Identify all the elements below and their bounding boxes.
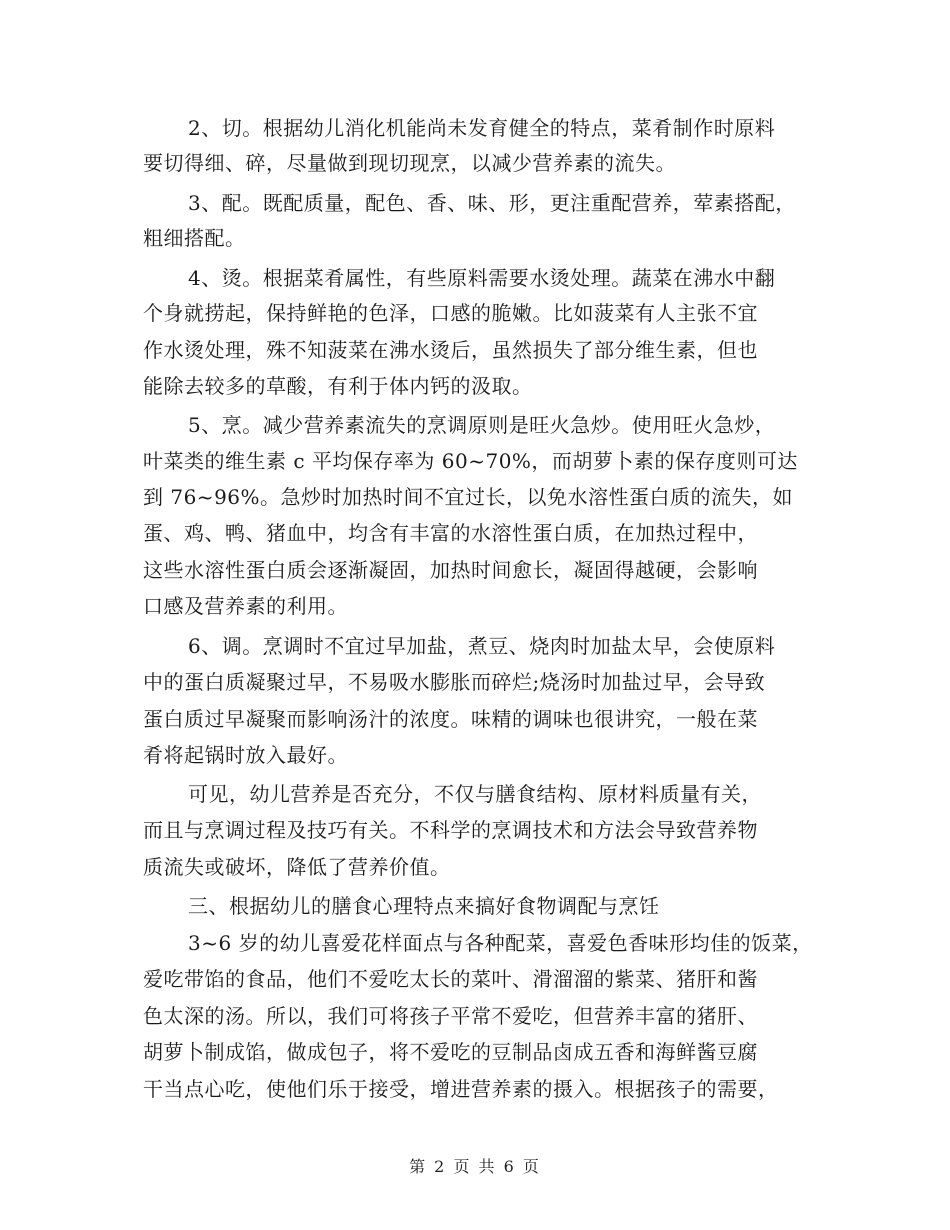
paragraph-line: 蛋、鸡、鸭、猪血中，均含有丰富的水溶性蛋白质，在加热过程中， bbox=[143, 521, 758, 545]
paragraph-line: 色太深的汤。所以，我们可将孩子平常不爱吃，但营养丰富的猪肝、 bbox=[143, 1004, 758, 1028]
paragraph-line: 叶菜类的维生素 c 平均保存率为 60~70%，而胡萝卜素的保存度则可达 bbox=[143, 449, 798, 473]
paragraph-line: 胡萝卜制成馅，做成包子，将不爱吃的豆制品卤成五香和海鲜酱豆腐 bbox=[143, 1040, 758, 1064]
paragraph-line: 中的蛋白质凝聚过早，不易吸水膨胀而碎烂;烧汤时加盐过早，会导致 bbox=[143, 670, 766, 694]
paragraph-line: 4、烫。根据菜肴属性，有些原料需要水烫处理。蔬菜在沸水中翻 bbox=[188, 266, 776, 290]
paragraph-line: 能除去较多的草酸，有利于体内钙的汲取。 bbox=[143, 374, 533, 398]
paragraph-line: 2、切。根据幼儿消化机能尚未发育健全的特点，菜肴制作时原料 bbox=[188, 116, 776, 140]
page-number-footer: 第 2 页 共 6 页 bbox=[409, 1157, 541, 1176]
paragraph-line: 个身就捞起，保持鲜艳的色泽，口感的脆嫩。比如菠菜有人主张不宜 bbox=[143, 301, 758, 325]
paragraph-line: 肴将起锅时放入最好。 bbox=[143, 743, 348, 767]
paragraph-line: 作水烫处理，殊不知菠菜在沸水烫后，虽然损失了部分维生素，但也 bbox=[143, 338, 758, 362]
paragraph-line: 3~6 岁的幼儿喜爱花样面点与各种配菜，喜爱色香味形均佳的饭菜， bbox=[188, 931, 813, 955]
paragraph-line: 可见，幼儿营养是否充分，不仅与膳食结构、原材料质量有关， bbox=[188, 782, 762, 806]
paragraph-line: 到 76~96%。急炒时加热时间不宜过长，以免水溶性蛋白质的流失，如 bbox=[143, 485, 794, 509]
paragraph-line: 口感及营养素的利用。 bbox=[143, 594, 348, 618]
section-heading: 三、根据幼儿的膳食心理特点来搞好食物调配与烹饪 bbox=[188, 894, 660, 918]
paragraph-line: 粗细搭配。 bbox=[143, 226, 246, 250]
paragraph-line: 要切得细、碎，尽量做到现切现烹，以减少营养素的流失。 bbox=[143, 151, 676, 175]
paragraph-line: 6、调。烹调时不宜过早加盐，煮豆、烧肉时加盐太早，会使原料 bbox=[188, 634, 776, 658]
paragraph-line: 干当点心吃，使他们乐于接受，增进营养素的摄入。根据孩子的需要， bbox=[143, 1077, 779, 1101]
paragraph-line: 爱吃带馅的食品，他们不爱吃太长的菜叶、滑溜溜的紫菜、猪肝和酱 bbox=[143, 967, 758, 991]
paragraph-line: 5、烹。减少营养素流失的烹调原则是旺火急炒。使用旺火急炒， bbox=[188, 413, 776, 437]
paragraph-line: 质流失或破坏，降低了营养价值。 bbox=[143, 855, 451, 879]
paragraph-line: 蛋白质过早凝聚而影响汤汁的浓度。味精的调味也很讲究，一般在菜 bbox=[143, 707, 758, 731]
paragraph-line: 而且与烹调过程及技巧有关。不科学的烹调技术和方法会导致营养物 bbox=[143, 818, 758, 842]
paragraph-line: 这些水溶性蛋白质会逐渐凝固，加热时间愈长，凝固得越硬，会影响 bbox=[143, 558, 758, 582]
paragraph-line: 3、配。既配质量，配色、香、味、形，更注重配营养，荤素搭配， bbox=[188, 191, 796, 215]
